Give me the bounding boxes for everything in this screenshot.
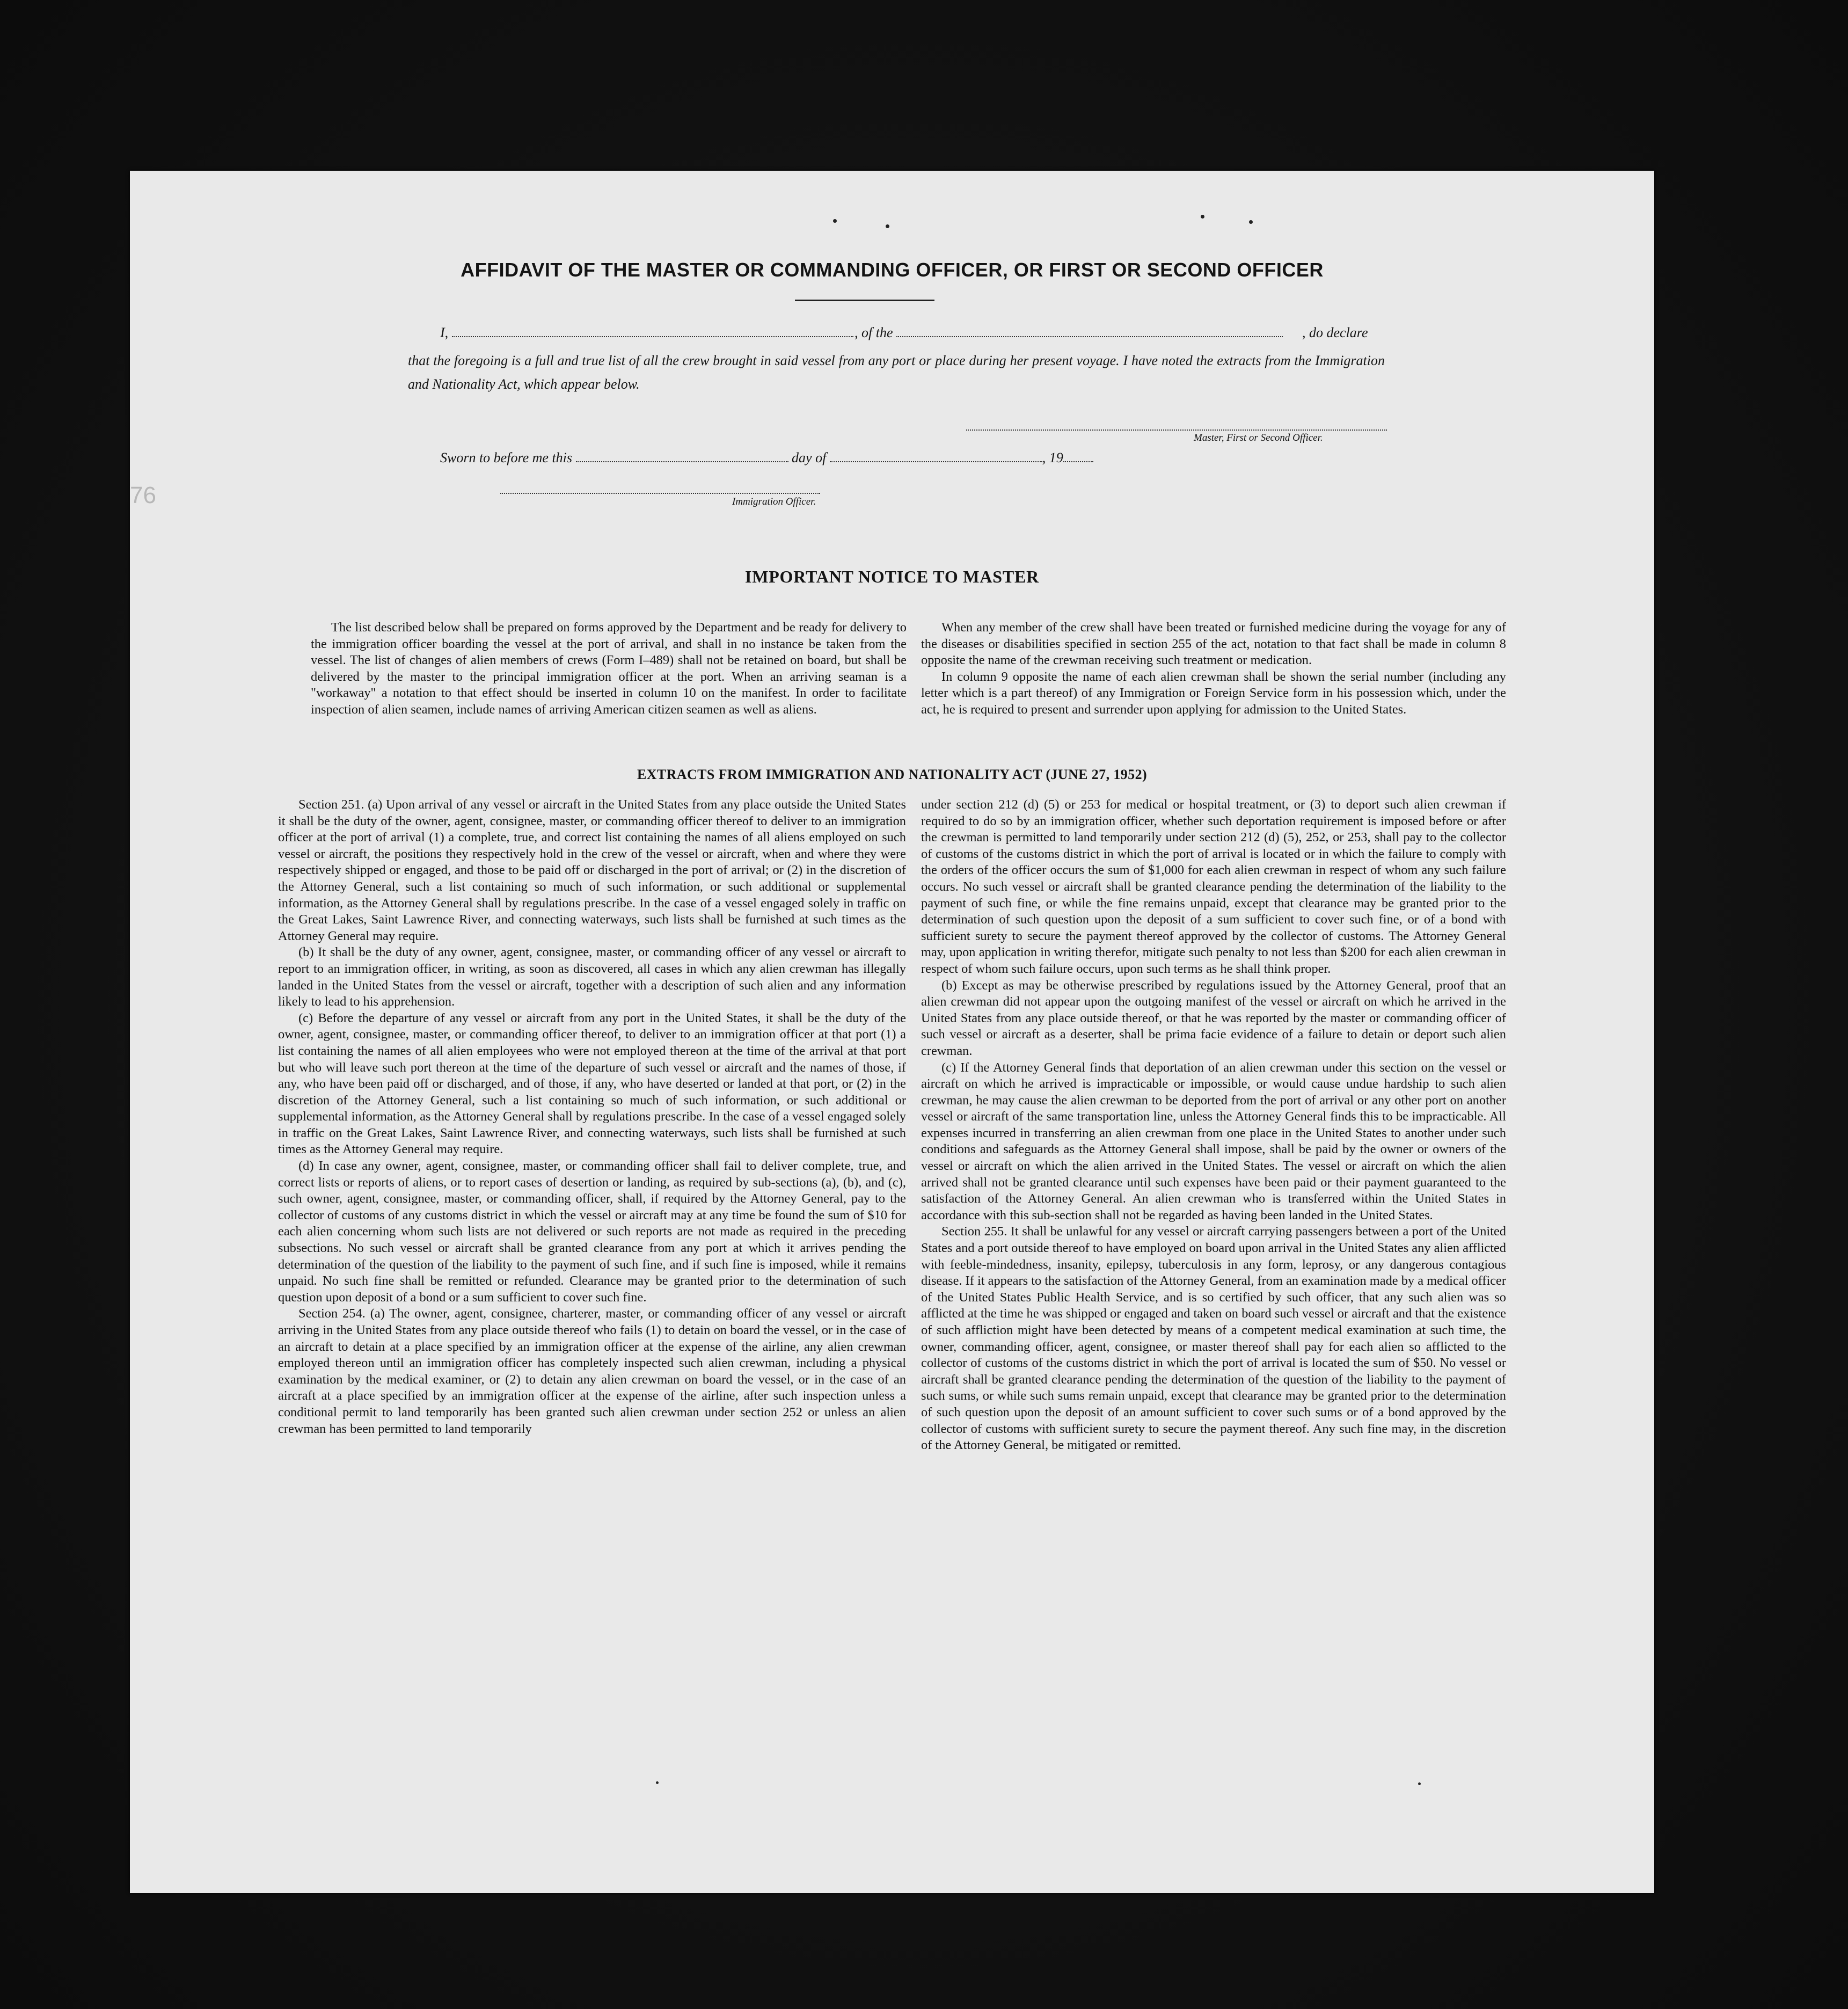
section-254-a: Section 254. (a) The owner, agent, consignee, charterer, master, or commanding officer of any vessel or aircraft arriving in the United States from any place outside thereof who fails (1) to detain on board the vessel, or in the case of an aircraft to detain at a place specified by an immigration officer at the expense of the airline, any alien crewman employed thereon until an immigration officer has completely inspected such alien crewman, including a physical examination by the medical examiner, or (2) to detain any alien crewman on board the vessel, or in the case of an aircraft at a place specified by an immigration officer at the expense of the airline, after such inspection unless a conditional permit to land temporarily has been granted such alien crewman under section 252 or unless an alien crewman has been permitted to land temporarily xyxy=(278,1306,906,1436)
bleedthrough-number: 76 xyxy=(130,482,156,508)
scan-speck xyxy=(1418,1782,1421,1785)
notice-left-paragraph: The list described below shall be prepared on forms approved by the Department and be ready for delivery to the immigration officer boarding the vessel at the port of arrival, and shall in no instance be taken from the vessel. The list of changes of alien members of crews (Form I–489) shall not be retained on board, but shall be delivered by the master to the principal immigration officer at the port. When an arriving seaman is a "workaway" a notation to that effect should be inserted in column 10 on the manifest. In order to facilitate inspection of alien seamen, include names of arriving American citizen seamen as well as aliens. xyxy=(311,620,907,717)
sworn-year-blank xyxy=(1063,456,1093,462)
section-251-a: Section 251. (a) Upon arrival of any vessel or aircraft in the United States from any place outside the United States it shall be the duty of the owner, agent, consignee, master, or commanding officer thereof to deliver to an immigration officer at the port of arrival (1) a complete, true, and correct list containing the names of all aliens employed on such vessel or aircraft, the positions they respectively hold in the crew of the vessel or aircraft, when and where they were respectively shipped or engaged, and those to be paid off or discharged in the port of arrival; or (2) in the discretion of the Attorney General, such a list containing so much of such information, or such additional or supplemental information, as the Attorney General shall by regulations prescribe. In the case of a vessel engaged solely in traffic on the Great Lakes, Saint Lawrence River, and connecting waterways, such lists shall be furnished at such times as the Attorney General may require. xyxy=(278,797,906,943)
scan-speck xyxy=(1201,215,1204,219)
officer-signature-label: Immigration Officer. xyxy=(732,496,816,507)
affidavit-statement: that the foregoing is a full and true list of all the crew brought in said vessel from any port or place during her present voyage. I have noted the extracts from the Immigration and Nationality Act, which appear below. xyxy=(408,353,1385,392)
affidavit-line-vessel xyxy=(854,325,1283,341)
section-251-b: (b) It shall be the duty of any owner, agent, consignee, master, or commanding officer of any vessel or aircraft to report to an immigration officer, in writing, as soon as discovered, all cases in which any alien crewman has illegally landed in the United States from the vessel or aircraft, together with a description of such alien and any information likely to lead to his apprehension. xyxy=(278,945,906,1009)
name-blank xyxy=(452,331,853,337)
extracts-right-column xyxy=(921,797,1506,1454)
vessel-blank xyxy=(896,331,1283,337)
sworn-year: , 19 xyxy=(1042,450,1063,465)
affidavit-line-declare: , do declare xyxy=(1302,325,1368,340)
notice-right-column xyxy=(921,620,1506,718)
master-signature-line xyxy=(966,430,1387,431)
notice-left-column xyxy=(311,620,907,718)
extracts-left-column xyxy=(278,797,906,1437)
sworn-day-blank xyxy=(576,456,788,462)
title-underline xyxy=(795,300,934,301)
section-251-d: (d) In case any owner, agent, consignee, master, or commanding officer shall fail to deliver complete, true, and correct lists or reports of aliens, or to report cases of desertion or landing, as required by sub-sections (a), (b), and (c), such owner, agent, consignee, master, or commanding officer, shall, if required by the Attorney General, pay to the collector of customs of any customs district in which the vessel or aircraft may at any time be found the sum of $10 for each alien concerning whom such lists are not delivered or such reports are not made as required in the preceding subsections. No such vessel or aircraft shall be granted clearance from any port at which it arrives pending the determination of the question of the liability to the payment of such fine, and if such fine is imposed, while it remains unpaid. No such fine shall be remitted or refunded. Clearance may be granted prior to the determination of such question upon deposit of a bond or a sum sufficient to cover such fine. xyxy=(278,1159,906,1305)
document-page xyxy=(130,171,1654,1893)
sworn-day-of: day of xyxy=(792,450,827,465)
affidavit-line-i xyxy=(440,325,853,341)
section-254-c: (c) If the Attorney General finds that deportation of an alien crewman under this section on the vessel or aircraft on which he arrived is impracticable or impossible, or would cause undue hardship to such alien crewman, he may cause the alien crewman to be deported from the port of arrival or any other port on another vessel or aircraft of the same transportation line, unless the Attorney General finds this to be impracticable. All expenses incurred in transferring an alien crewman from one place in the United States to another under such conditions and safeguards as the Attorney General shall impose, shall be paid by the owner or owners of the vessel or aircraft on which the alien arrived in the United States. The vessel or aircraft on which the alien arrived shall not be granted clearance until such expenses have been paid or their payment guaranteed to the satisfaction of the Attorney General. An alien crewman who is transferred within the United States in accordance with this sub-section shall not be regarded as having been landed in the United States. xyxy=(921,1060,1506,1222)
sworn-line xyxy=(440,450,1093,466)
section-254-a-continued: under section 212 (d) (5) or 253 for medical or hospital treatment, or (3) to deport such alien crewman if required to do so by an immigration officer, whether such deportation requirement is imposed before or after the crewman is permitted to land temporarily under section 212 (d) (5), 252, or 253, shall pay to the collector of customs of the customs district in which the port of arrival is located or in which the failure to comply with the orders of the officer occurs the sum of $1,000 for each alien crewman in respect of whom any such failure occurs. No such vessel or aircraft shall be granted clearance pending the determination of the liability to the payment of such fine, or while the fine remains unpaid, except that clearance may be granted prior to the determination of such question upon the deposit of a sum sufficient to cover such fine, or of a bond with sufficient surety to secure the payment thereof approved by the collector of customs. The Attorney General may, upon application in writing therefor, mitigate such penalty to not less than $200 for each alien crewman in respect of whom such failure occurs, upon such terms as he shall think proper. xyxy=(921,797,1506,976)
label-of-the: , of the xyxy=(854,325,893,340)
label-i: I, xyxy=(440,325,449,340)
officer-signature-line xyxy=(500,493,820,494)
scan-speck xyxy=(833,219,837,223)
sworn-month-blank xyxy=(830,456,1042,462)
affidavit-title: AFFIDAVIT OF THE MASTER OR COMMANDING OFFICER, OR FIRST OR SECOND OFFICER xyxy=(461,259,1324,281)
scan-speck xyxy=(1249,220,1253,224)
notice-right-paragraph-1: When any member of the crew shall have been treated or furnished medicine during the voyage for any of the diseases or disabilities specified in section 255 of the act, notation to that fact shall be made in column 8 opposite the name of the crewman receiving such treatment or medication. xyxy=(921,620,1506,668)
extracts-title: EXTRACTS FROM IMMIGRATION AND NATIONALITY ACT (JUNE 27, 1952) xyxy=(637,767,1148,782)
section-255: Section 255. It shall be unlawful for any vessel or aircraft carrying passengers between a port of the United States and a port outside thereof to have employed on board upon arrival in the United States any alien afflicted with feeble-mindedness, insanity, epilepsy, tuberculosis in any form, leprosy, or any dangerous contagious disease. If it appears to the satisfaction of the Attorney General, from an examination made by a medical officer of the United States Public Health Service, and is so certified by such officer, that any such alien was so afflicted at the time he was shipped or engaged and taken on board such vessel or aircraft and that the existence of such affliction might have been detected by means of a competent medical examination at such time, the owner, commanding officer, agent, consignee, or master thereof shall pay for each alien so afflicted to the collector of customs of the customs district in which the port of arrival is located the sum of $50. No vessel or aircraft shall be granted clearance pending the determination of the question of the liability to the payment of such sums, or while such sums remain unpaid, except that clearance may be granted prior to the determination of such question upon the deposit of an amount sufficient to cover such sums or of a bond approved by the collector of customs with sufficient surety to secure the payment thereof. Any such fine may, in the discretion of the Attorney General, be mitigated or remitted. xyxy=(921,1224,1506,1453)
notice-title: IMPORTANT NOTICE TO MASTER xyxy=(744,567,1040,586)
notice-right-paragraph-2: In column 9 opposite the name of each alien crewman shall be shown the serial number (including any letter which is a part thereof) of any Immigration or Foreign Service form in his possession which, under the act, he is required to present and surrender upon applying for admission to the United States. xyxy=(921,669,1506,717)
section-254-b: (b) Except as may be otherwise prescribed by regulations issued by the Attorney General, proof that an alien crewman did not appear upon the outgoing manifest of the vessel or aircraft on which he arrived in the United States from any place outside thereof, or that he was reported by the master or commanding officer of such vessel or aircraft as a deserter, shall be prima facie evidence of a failure to detain or deport such alien crewman. xyxy=(921,978,1506,1058)
scan-speck xyxy=(886,224,889,228)
scan-speck xyxy=(656,1781,659,1784)
master-signature-label: Master, First or Second Officer. xyxy=(1194,432,1323,443)
sworn-prefix: Sworn to before me this xyxy=(440,450,573,465)
section-251-c: (c) Before the departure of any vessel or aircraft from any port in the United States, it shall be the duty of the owner, agent, consignee, master, or commanding officer thereof, to deliver to an immigration officer at that port (1) a list containing the names of all alien employees who were not employed thereon at the time of the arrival at that port but who will leave such port thereon at the time of the departure of such vessel or aircraft and the names of those, if any, who have been paid off or discharged, and of those, if any, who have deserted or landed at that port, or (2) in the discretion of the Attorney General, such a list containing so much of such information, or such additional or supplemental information, as the Attorney General shall by regulations prescribe. In the case of a vessel engaged solely in traffic on the Great Lakes, Saint Lawrence River, and connecting waterways, such lists shall be furnished at such times as the Attorney General may require. xyxy=(278,1010,906,1157)
